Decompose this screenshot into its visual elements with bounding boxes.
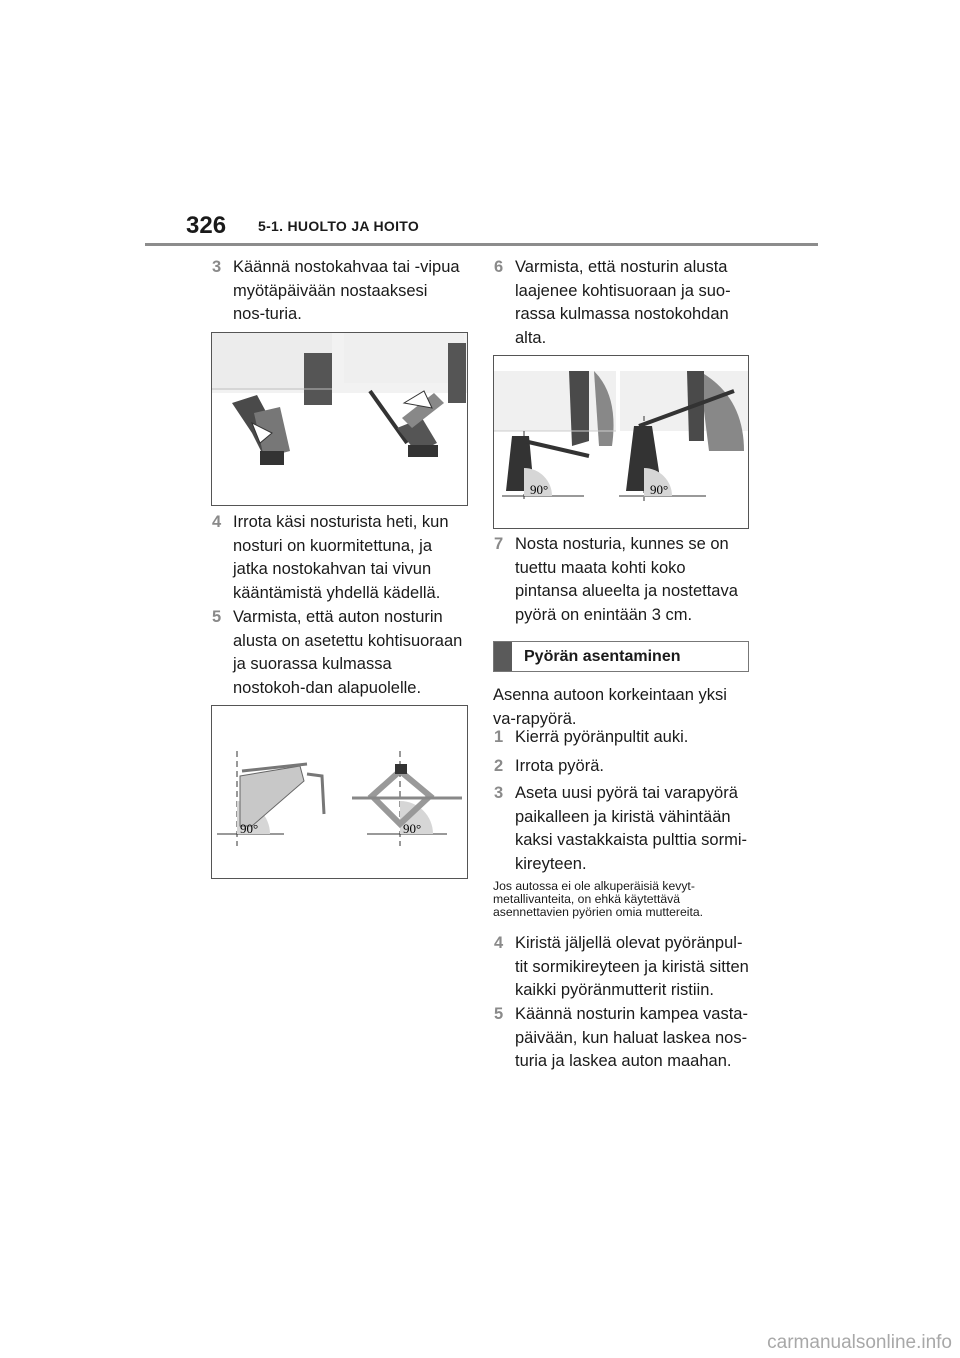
step-text: Irrota pyörä. (515, 757, 604, 775)
step-text: Käännä nosturin kampea vasta-päivään, kun haluat laskea nos-turia ja laskea auton maahan. (515, 1005, 748, 1070)
mount-step-5 (494, 1003, 749, 1074)
intro-paragraph: Asenna autoon korkeintaan yksi va-rapyörä. (493, 686, 727, 728)
angle-label: 90° (240, 821, 259, 836)
step-number: 4 (494, 934, 504, 952)
angle-label: 90° (403, 821, 422, 836)
step-4 (212, 511, 464, 605)
step-text: Varmista, että nosturin alusta laajenee kohtisuoraan ja suo-rassa kulmassa nostokohdan alta. (515, 258, 731, 347)
jack-base-illustration (494, 356, 748, 528)
step-number: 3 (494, 784, 504, 802)
step-number: 1 (494, 728, 504, 746)
step-text: Irrota käsi nosturista heti, kun nosturi on kuormitettuna, ja jatka nostokahvan tai vivun kääntämistä yhdellä kädellä. (233, 513, 449, 602)
header-divider (145, 243, 818, 246)
figure-jack-angle (211, 705, 468, 879)
figure-jack-base (493, 355, 749, 529)
step-text: Varmista, että auton nosturin alusta on asetettu kohtisuoraan ja suorassa kulmassa nostokoh-dan alapuolelle. (233, 608, 463, 697)
angle-label: 90° (650, 482, 669, 497)
step-number: 6 (494, 258, 504, 276)
mount-step-4 (494, 932, 749, 1003)
step-text: Aseta uusi pyörä tai varapyörä paikalleen ja kiristä vähintään kaksi vastakkaista pulttia sormi-kireyteen. (515, 784, 747, 873)
note-text: Jos autossa ei ole alkuperäisiä kevyt-metallivanteita, on ehkä käytettävä asennettavien pyörien omia muttereita. (493, 879, 704, 919)
step-number: 4 (212, 513, 222, 531)
section-heading-box (493, 641, 749, 672)
step-number: 7 (494, 535, 504, 553)
step-number: 3 (212, 258, 222, 276)
step-5 (212, 606, 464, 700)
jack-angle-illustration (212, 706, 467, 878)
step-text: Kiristä jäljellä olevat pyöränpul-tit sormikireyteen ja kiristä sitten kaikki pyöränmutterit ristiin. (515, 934, 749, 999)
step-text: Nosta nosturia, kunnes se on tuettu maata kohti koko pintansa alueelta ja nostettava pyörä on enintään 3 cm. (515, 535, 738, 624)
step-6 (494, 256, 749, 350)
section-heading: Pyörän asentaminen (524, 647, 681, 665)
page-number: 326 (186, 212, 227, 239)
mount-step-2 (494, 755, 749, 779)
step-number: 2 (494, 757, 504, 775)
step-text: Käännä nostokahvaa tai -vipua myötäpäivään nostaaksesi nos-turia. (233, 258, 460, 323)
angle-label: 90° (530, 482, 549, 497)
step-7 (494, 533, 749, 627)
mount-step-1 (494, 726, 749, 750)
footer-watermark: carmanualsonline.info (767, 1332, 952, 1353)
figure-jack-lifting (211, 332, 468, 506)
step-number: 5 (212, 608, 222, 626)
mount-step-3 (494, 782, 749, 876)
heading-bar (494, 642, 512, 671)
step-text: Kierrä pyöränpultit auki. (515, 728, 689, 746)
jack-lifting-illustration (212, 333, 467, 505)
step-3 (212, 256, 464, 327)
step-number: 5 (494, 1005, 504, 1023)
section-title: 5-1. HUOLTO JA HOITO (258, 218, 420, 234)
